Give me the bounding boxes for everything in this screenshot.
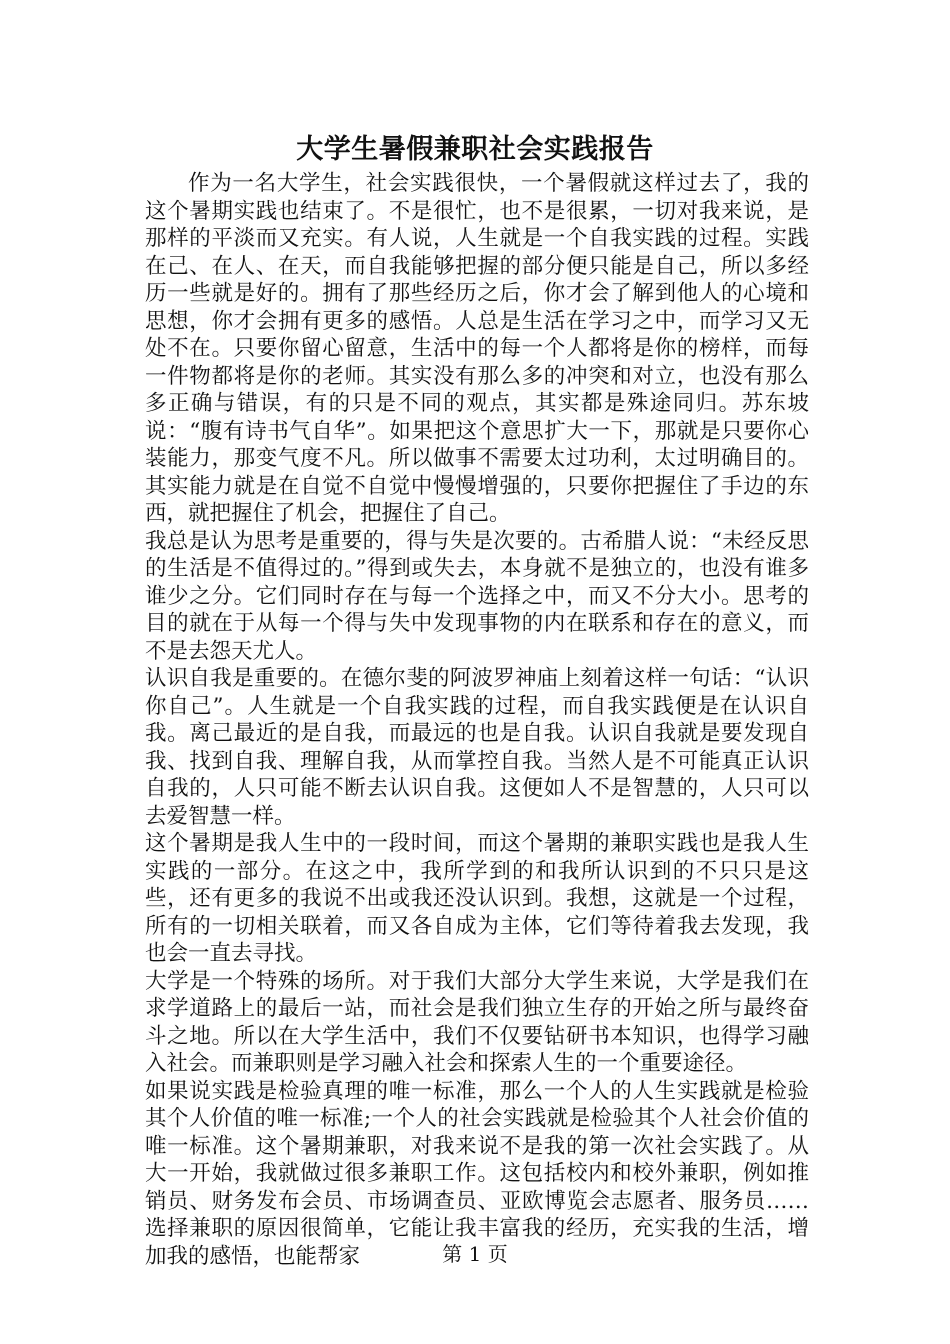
paragraph-6: 如果说实践是检验真理的唯一标准，那么一个人的人生实践就是检验其个人价值的唯一标准;一个人的社会实践就是检验其个人社会价值的唯一标准。这个暑期兼职，对我来说不是我的第一次社会实践了。从大一开始，我就做过很多兼职工作。这包括校内和校外兼职，例如推销员、财务发布会员、市场调查员、亚欧博览会志愿者、服务员……选择兼职的原因很简单，它能让我丰富我的经历，充实我的生活，增加我的感悟，也能帮家 [145,1078,809,1269]
document-body [145,170,809,1270]
document-title: 大学生暑假兼职社会实践报告 [296,134,654,165]
paragraph-4: 这个暑期是我人生中的一段时间，而这个暑期的兼职实践也是我人生实践的一部分。在这之中，我所学到的和我所认识到的不只只是这些，还有更多的我说不出或我还没认识到。我想，这就是一个过程，所有的一切相关联着，而又各自成为主体，它们等待着我去发现，我也会一直去寻找。 [145,831,809,966]
paragraph-1: 作为一名大学生，社会实践很快，一个暑假就这样过去了，我的这个暑期实践也结束了。不是很忙，也不是很累，一切对我来说，是那样的平淡而又充实。有人说，人生就是一个自我实践的过程。实践在己、在人、在天，而自我能够把握的部分便只能是自己，所以多经历一些就是好的。拥有了那些经历之后，你才会了解到他人的心境和思想，你才会拥有更多的感悟。人总是生活在学习之中，而学习又无处不在。只要你留心留意，生活中的每一个人都将是你的榜样，而每一件物都将是你的老师。其实没有那么多的冲突和对立，也没有那么多正确与错误，有的只是不同的观点，其实都是殊途同归。苏东坡说：“腹有诗书气自华”。如果把这个意思扩大一下，那就是只要你心装能力，那变气度不凡。所以做事不需要太过功利，太过明确目的。其实能力就是在自觉不自觉中慢慢增强的，只要你把握住了手边的东西，就把握住了机会，把握住了自己。 [145,171,809,526]
page-number: 第 1 页 [442,1242,508,1266]
paragraph-5: 大学是一个特殊的场所。对于我们大部分大学生来说，大学是我们在求学道路上的最后一站，而社会是我们独立生存的开始之所与最终奋斗之地。所以在大学生活中，我们不仅要钻研书本知识，也得学习融入社会。而兼职则是学习融入社会和探索人生的一个重要途径。 [145,968,809,1076]
paragraph-3: 认识自我是重要的。在德尔斐的阿波罗神庙上刻着这样一句话：“认识你自己”。人生就是一个自我实践的过程，而自我实践便是在认识自我。离己最近的是自我，而最远的也是自我。认识自我就是要发现自我、找到自我、理解自我，从而掌控自我。当然人是不可能真正认识自我的，人只可能不断去认识自我。这便如人不是智慧的，人只可以去爱智慧一样。 [145,666,809,829]
paragraph-2: 我总是认为思考是重要的，得与失是次要的。古希腊人说：“未经反思的生活是不值得过的。”得到或失去，本身就不是独立的，也没有谁多谁少之分。它们同时存在与每一个选择之中，而又不分大小。思考的目的就在于从每一个得与失中发现事物的内在联系和存在的意义，而不是去怨天尤人。 [145,528,809,664]
